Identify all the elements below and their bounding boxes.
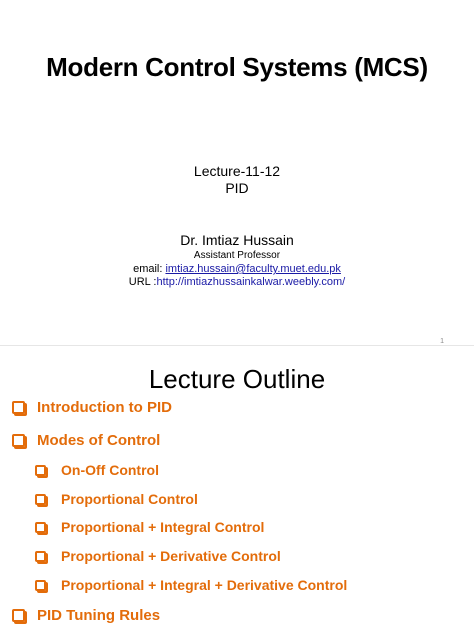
url-link[interactable]: http://imtiazhussainkalwar.weebly.com/ — [156, 276, 346, 288]
outline-item-label: Proportional Control — [61, 491, 198, 507]
outline-item-label: Proportional + Integral + Derivative Control — [61, 577, 348, 593]
outline-title: Lecture Outline — [148, 364, 326, 394]
email-label: email: — [133, 263, 166, 275]
outline-item-pid-tuning — [12, 607, 160, 624]
outline-item-label: PID Tuning Rules — [37, 607, 161, 624]
outline-item-modes-of-control — [12, 432, 160, 449]
lecture-topic: PID — [225, 180, 249, 196]
square-bullet-icon — [35, 465, 46, 476]
author-name: Dr. Imtiaz Hussain — [180, 232, 294, 248]
square-bullet-icon — [12, 401, 25, 414]
outline-item-label: On-Off Control — [61, 462, 159, 478]
outline-item-label: Modes of Control — [37, 432, 161, 449]
square-bullet-icon — [35, 522, 46, 533]
slide-title: Modern Control Systems (MCS) — [46, 52, 428, 82]
email-link[interactable]: imtiaz.hussain@faculty.muet.edu.pk — [165, 263, 341, 275]
email-line — [0, 263, 474, 275]
author-role: Assistant Professor — [193, 250, 281, 261]
outline-item-label: Proportional + Integral Control — [61, 519, 265, 535]
outline-item-label: Introduction to PID — [37, 399, 172, 416]
page-number: 1 — [440, 338, 444, 345]
outline-subitem-pid — [35, 577, 347, 593]
url-label: URL : — [128, 276, 157, 288]
square-bullet-icon — [35, 580, 46, 591]
outline-subitem-on-off — [35, 462, 159, 478]
square-bullet-icon — [35, 551, 46, 562]
square-bullet-icon — [12, 434, 25, 447]
lecture-number: Lecture-11-12 — [193, 163, 281, 179]
outline-subitem-pd — [35, 548, 281, 564]
square-bullet-icon — [12, 609, 25, 622]
outline-subitem-proportional — [35, 491, 198, 507]
outline-item-label: Proportional + Derivative Control — [61, 548, 281, 564]
outline-subitem-pi — [35, 519, 264, 535]
square-bullet-icon — [35, 494, 46, 505]
url-line — [0, 276, 474, 288]
outline-item-introduction — [12, 399, 172, 416]
